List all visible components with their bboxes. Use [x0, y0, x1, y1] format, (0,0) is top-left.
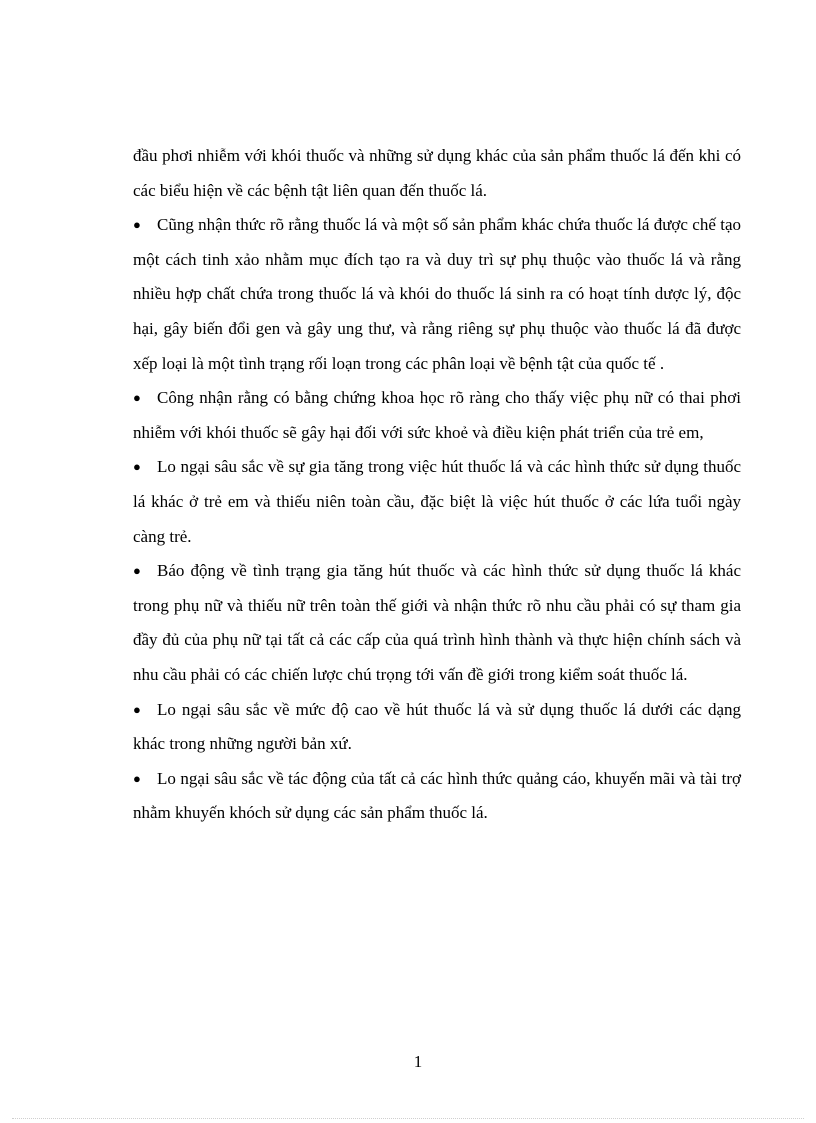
- bullet-text: Lo ngại sâu sắc về mức độ cao về hút thuốc lá và sử dụng thuốc lá dưới các dạng khác trong những người bản xứ.: [133, 699, 741, 754]
- bullet-text: Lo ngại sâu sắc về sự gia tăng trong việc hút thuốc lá và các hình thức sử dụng thuốc lá khác ở trẻ em và thiếu niên toàn cầu, đặc biệt là việc hút thuốc ở các lứa tuổi ngày càng trẻ.: [133, 457, 741, 546]
- paragraph-continuation: đầu phơi nhiễm với khói thuốc và những sử dụng khác của sản phẩm thuốc lá đến khi có các biểu hiện về các bệnh tật liên quan đến thuốc lá.: [133, 146, 741, 200]
- bullet-paragraph: [133, 762, 741, 831]
- bullet-text: Công nhận rằng có bằng chứng khoa học rõ ràng cho thấy việc phụ nữ có thai phơi nhiễm với khói thuốc sẽ gây hại đối với sức khoẻ và điều kiện phát triển của trẻ em,: [133, 388, 741, 442]
- bullet-text: Cũng nhận thức rõ rằng thuốc lá và một số sản phẩm khác chứa thuốc lá được chế tạo một cách tinh xảo nhằm mục đích tạo ra và duy trì sự phụ thuộc vào thuốc lá và rằng nhiều hợp chất chứa trong thuốc lá và khói do thuốc lá sinh ra có hoạt tính dược lý, độc hại, gây biến đổi gen và gây ung thư, và rằng riêng sự phụ thuộc vào thuốc lá đã được xếp loại là một tình trạng rối loạn trong các phân loại về bệnh tật của quốc tế .: [133, 215, 741, 373]
- bullet-icon: ●: [133, 701, 141, 717]
- bullet-icon: ●: [133, 459, 141, 475]
- bullet-paragraph: [133, 208, 741, 381]
- bullet-icon: ●: [133, 563, 141, 579]
- bullet-icon: ●: [133, 770, 141, 786]
- bullet-icon: ●: [133, 390, 141, 406]
- bullet-text: Lo ngại sâu sắc về tác động của tất cả các hình thức quảng cáo, khuyến mãi và tài trợ nhằm khuyến khóch sử dụng các sản phẩm thuốc lá.: [133, 768, 741, 823]
- bullet-paragraph: [133, 381, 741, 450]
- page-bottom-divider: [12, 1118, 804, 1119]
- bullet-text: Báo động về tình trạng gia tăng hút thuốc và các hình thức sử dụng thuốc lá khác trong phụ nữ và thiếu nữ trên toàn thế giới và nhận thức rõ nhu cầu phải có sự tham gia đầy đủ của phụ nữ tại tất cả các cấp của quá trình hình thành và thực hiện chính sách và nhu cầu phải có các chiến lược chú trọng tới vấn đề giới trong kiểm soát thuốc lá.: [133, 561, 741, 684]
- bullet-paragraph: [133, 554, 741, 692]
- bullet-icon: ●: [133, 217, 141, 233]
- page-number: 1: [413, 1052, 423, 1071]
- bullet-paragraph: [133, 693, 741, 762]
- body-text: [133, 139, 741, 831]
- bullet-paragraph: [133, 450, 741, 554]
